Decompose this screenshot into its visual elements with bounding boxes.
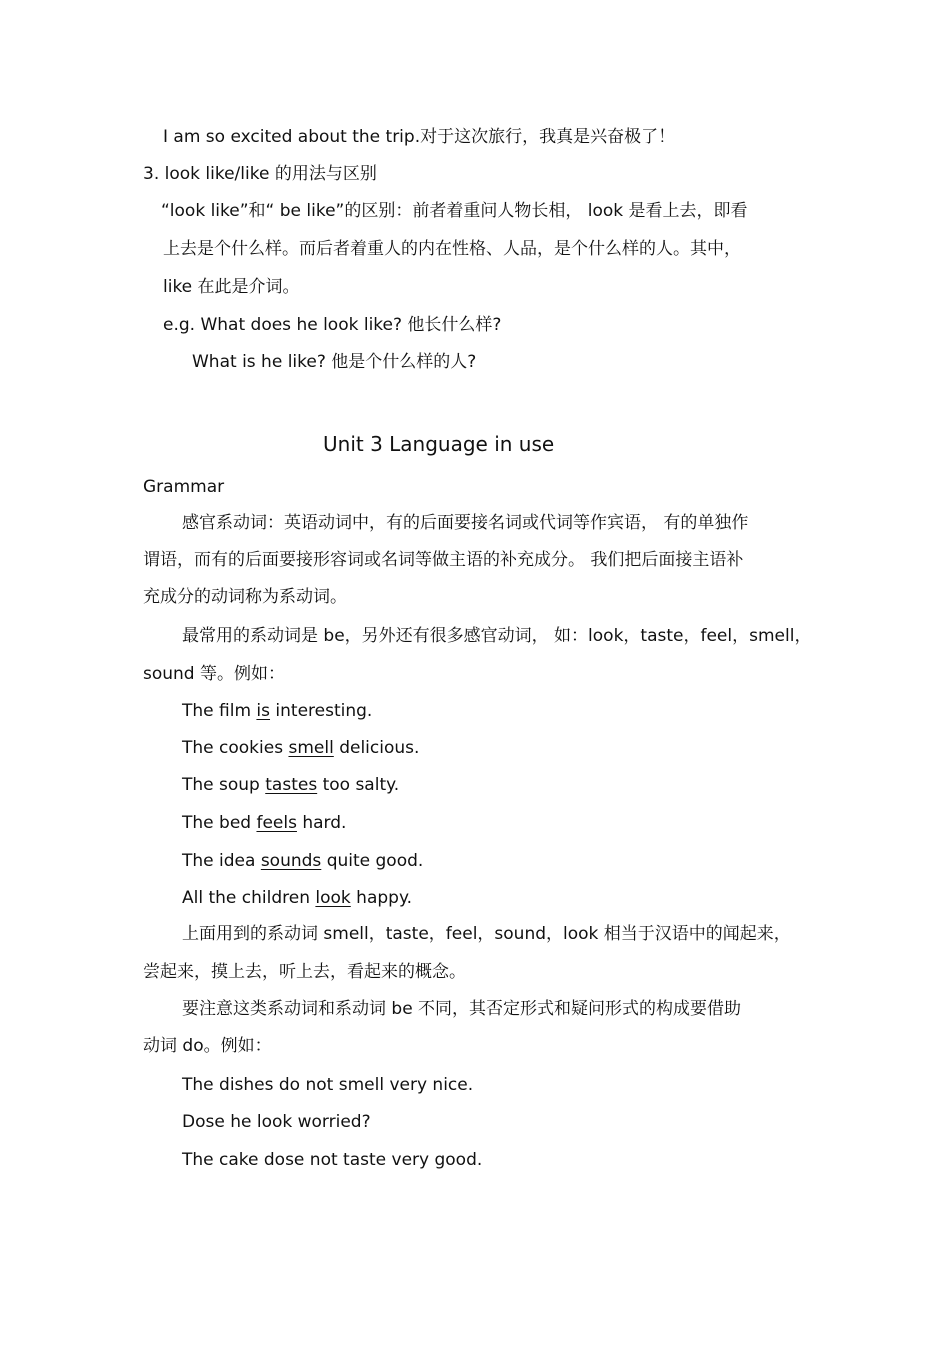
linking-verb: tastes	[265, 775, 318, 795]
linking-verb: smell	[288, 738, 334, 758]
example-complement: interesting.	[270, 701, 373, 721]
item-3-title: 3. look like/like 的用法与区别	[143, 164, 377, 184]
paragraph-4-line-2: 动词 do。例如：	[143, 1036, 272, 1056]
example-subject: The film	[182, 701, 257, 721]
paragraph-1-line-3: 充成分的动词称为系动词。	[143, 587, 347, 607]
example-complement: hard.	[296, 813, 347, 833]
explanation-line-3: like 在此是介词。	[163, 277, 300, 297]
example-worried: Dose he look worried?	[182, 1112, 371, 1132]
linking-verb: look	[315, 888, 351, 908]
example-subject: The cookies	[182, 738, 289, 758]
example-dishes: The dishes do not smell very nice.	[182, 1075, 474, 1095]
example-complement: quite good.	[321, 851, 424, 871]
explanation-line-2: 上去是个什么样。而后者着重人的内在性格、人品，是个什么样的人。其中，	[163, 239, 741, 259]
explanation-line-1: “look like”和“ be like”的区别：前者着重问人物长相， look 是看上去，即看	[161, 201, 748, 221]
excited-sentence: I am so excited about the trip.对于这次旅行，我真是兴奋极了！	[163, 127, 676, 147]
linking-verb: is	[256, 701, 271, 721]
example-subject: The idea	[182, 851, 261, 871]
example-subject: The soup	[182, 775, 266, 795]
grammar-label: Grammar	[143, 477, 225, 497]
paragraph-3-line-1: 上面用到的系动词 smell，taste，feel，sound，look 相当于汉语中的闻起来，	[182, 924, 791, 944]
unit-title: Unit 3 Language in use	[323, 432, 555, 456]
example-sentence-2: What is he like? 他是个什么样的人?	[192, 352, 477, 372]
linking-verb: feels	[256, 813, 297, 833]
paragraph-3-line-2: 尝起来，摸上去，听上去，看起来的概念。	[143, 962, 466, 982]
example-sentence-1: e.g. What does he look like? 他长什么样?	[163, 315, 502, 335]
paragraph-2-line-2: sound 等。例如：	[143, 664, 286, 684]
example-subject: The bed	[182, 813, 257, 833]
example-cookies	[182, 737, 419, 759]
example-soup	[182, 774, 399, 796]
example-cake: The cake dose not taste very good.	[182, 1150, 483, 1170]
example-complement: delicious.	[333, 738, 420, 758]
example-complement: happy.	[350, 888, 412, 908]
linking-verb: sounds	[260, 851, 322, 871]
paragraph-2-line-1: 最常用的系动词是 be，另外还有很多感官动词， 如：look，taste，feel，smell，	[182, 626, 812, 646]
paragraph-1-line-2: 谓语，而有的后面要接形容词或名词等做主语的补充成分。 我们把后面接主语补	[143, 550, 744, 570]
example-complement: too salty.	[317, 775, 400, 795]
paragraph-4-line-1: 要注意这类系动词和系动词 be 不同，其否定形式和疑问形式的构成要借助	[182, 999, 742, 1019]
example-children	[182, 887, 412, 909]
paragraph-1-line-1: 感官系动词：英语动词中，有的后面要接名词或代词等作宾语， 有的单独作	[182, 513, 749, 533]
example-film	[182, 700, 372, 722]
example-bed	[182, 812, 346, 834]
example-idea	[182, 850, 423, 872]
example-subject: All the children	[182, 888, 316, 908]
